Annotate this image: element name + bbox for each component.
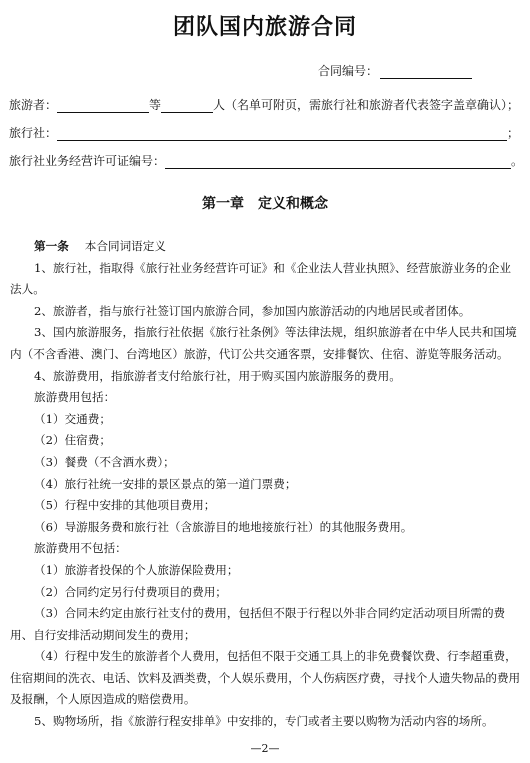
excludes-label: 旅游费用不包括： [34, 541, 127, 556]
license-row [9, 152, 523, 169]
tourist-label: 旅游者： [9, 98, 58, 112]
excludes-item-4: （4）行程中发生的旅游者个人费用，包括但不限于交通工具上的非免费餐饮费、行李超重费，住宿期间的洗衣、电话、饮料及酒类费，个人娱乐费用，个人伤病医疗费，寻找个人遗失物品的费用及报酬，个人原因造成的赔偿费用。 [10, 649, 521, 707]
includes-item-1: （1）交通费； [34, 411, 111, 426]
paragraph-4: 4、旅游费用，指旅游者支付给旅行社，用于购买国内旅游服务的费用。 [34, 368, 401, 383]
page-number: —2— [250, 742, 280, 755]
includes-label: 旅游费用包括： [34, 390, 116, 405]
tourist-name-blank [57, 101, 149, 113]
paragraph-3: 3、国内旅游服务，指旅行社依据《旅行社条例》等法律法规，组织旅游者在中华人民共和国境内（不含香港、澳门、台湾地区）旅游，代订公共交通客票，安排餐饮、住宿、游览等服务活动。 [10, 325, 517, 361]
contract-number-blank [380, 66, 472, 79]
article1-title: 本合同词语定义 [84, 239, 166, 253]
document-title: 团队国内旅游合同 [172, 15, 357, 40]
agency-blank [57, 129, 507, 141]
includes-item-3: （3）餐费（不含酒水费）； [34, 454, 175, 469]
agency-label: 旅行社： [9, 126, 58, 140]
article1-number: 第一条 [34, 239, 69, 253]
article-body [10, 236, 522, 733]
includes-item-6: （6）导游服务费和旅行社（含旅游目的地地接旅行社）的其他服务费用。 [34, 519, 413, 534]
agency-tail: ； [507, 126, 520, 140]
license-label: 旅行社业务经营许可证编号： [9, 154, 166, 168]
article1-heading [10, 236, 522, 258]
contract-number-label: 合同编号： [318, 64, 379, 78]
paragraph-2: 2、旅游者，指与旅行社签订国内旅游合同，参加国内旅游活动的内地居民或者团体。 [34, 303, 471, 318]
agency-row [9, 124, 519, 141]
paragraph-1: 1、旅行社，指取得《旅行社业务经营许可证》和《企业法人营业执照》、经营旅游业务的企业法人。 [10, 260, 511, 297]
excludes-item-1: （1）旅游者投保的个人旅游保险费用； [34, 562, 239, 577]
contract-number-field [318, 62, 472, 79]
paragraph-5: 5、购物场所，指《旅游行程安排单》中安排的，专门或者主要以购物为活动内容的场所。 [34, 714, 494, 729]
excludes-item-2: （2）合同约定另行付费项目的费用； [34, 584, 227, 599]
tourist-row [9, 96, 519, 113]
tourist-tail: 人（名单可附页，需旅行社和旅游者代表签字盖章确认）； [213, 98, 520, 112]
includes-item-5: （5）行程中安排的其他项目费用； [34, 498, 216, 513]
tourist-deng: 等 [149, 98, 162, 112]
tourist-count-blank [161, 101, 213, 113]
chapter-heading: 第一章 定义和概念 [202, 196, 328, 212]
includes-item-2: （2）住宿费； [34, 433, 111, 448]
license-blank [165, 157, 511, 169]
license-tail: 。 [511, 154, 524, 168]
includes-item-4: （4）旅行社统一安排的景区景点的第一道门票费； [34, 476, 297, 491]
excludes-item-3: （3）合同未约定由旅行社支付的费用，包括但不限于行程以外非合同约定活动项目所需的费用、自行安排活动期间发生的费用； [10, 606, 506, 642]
